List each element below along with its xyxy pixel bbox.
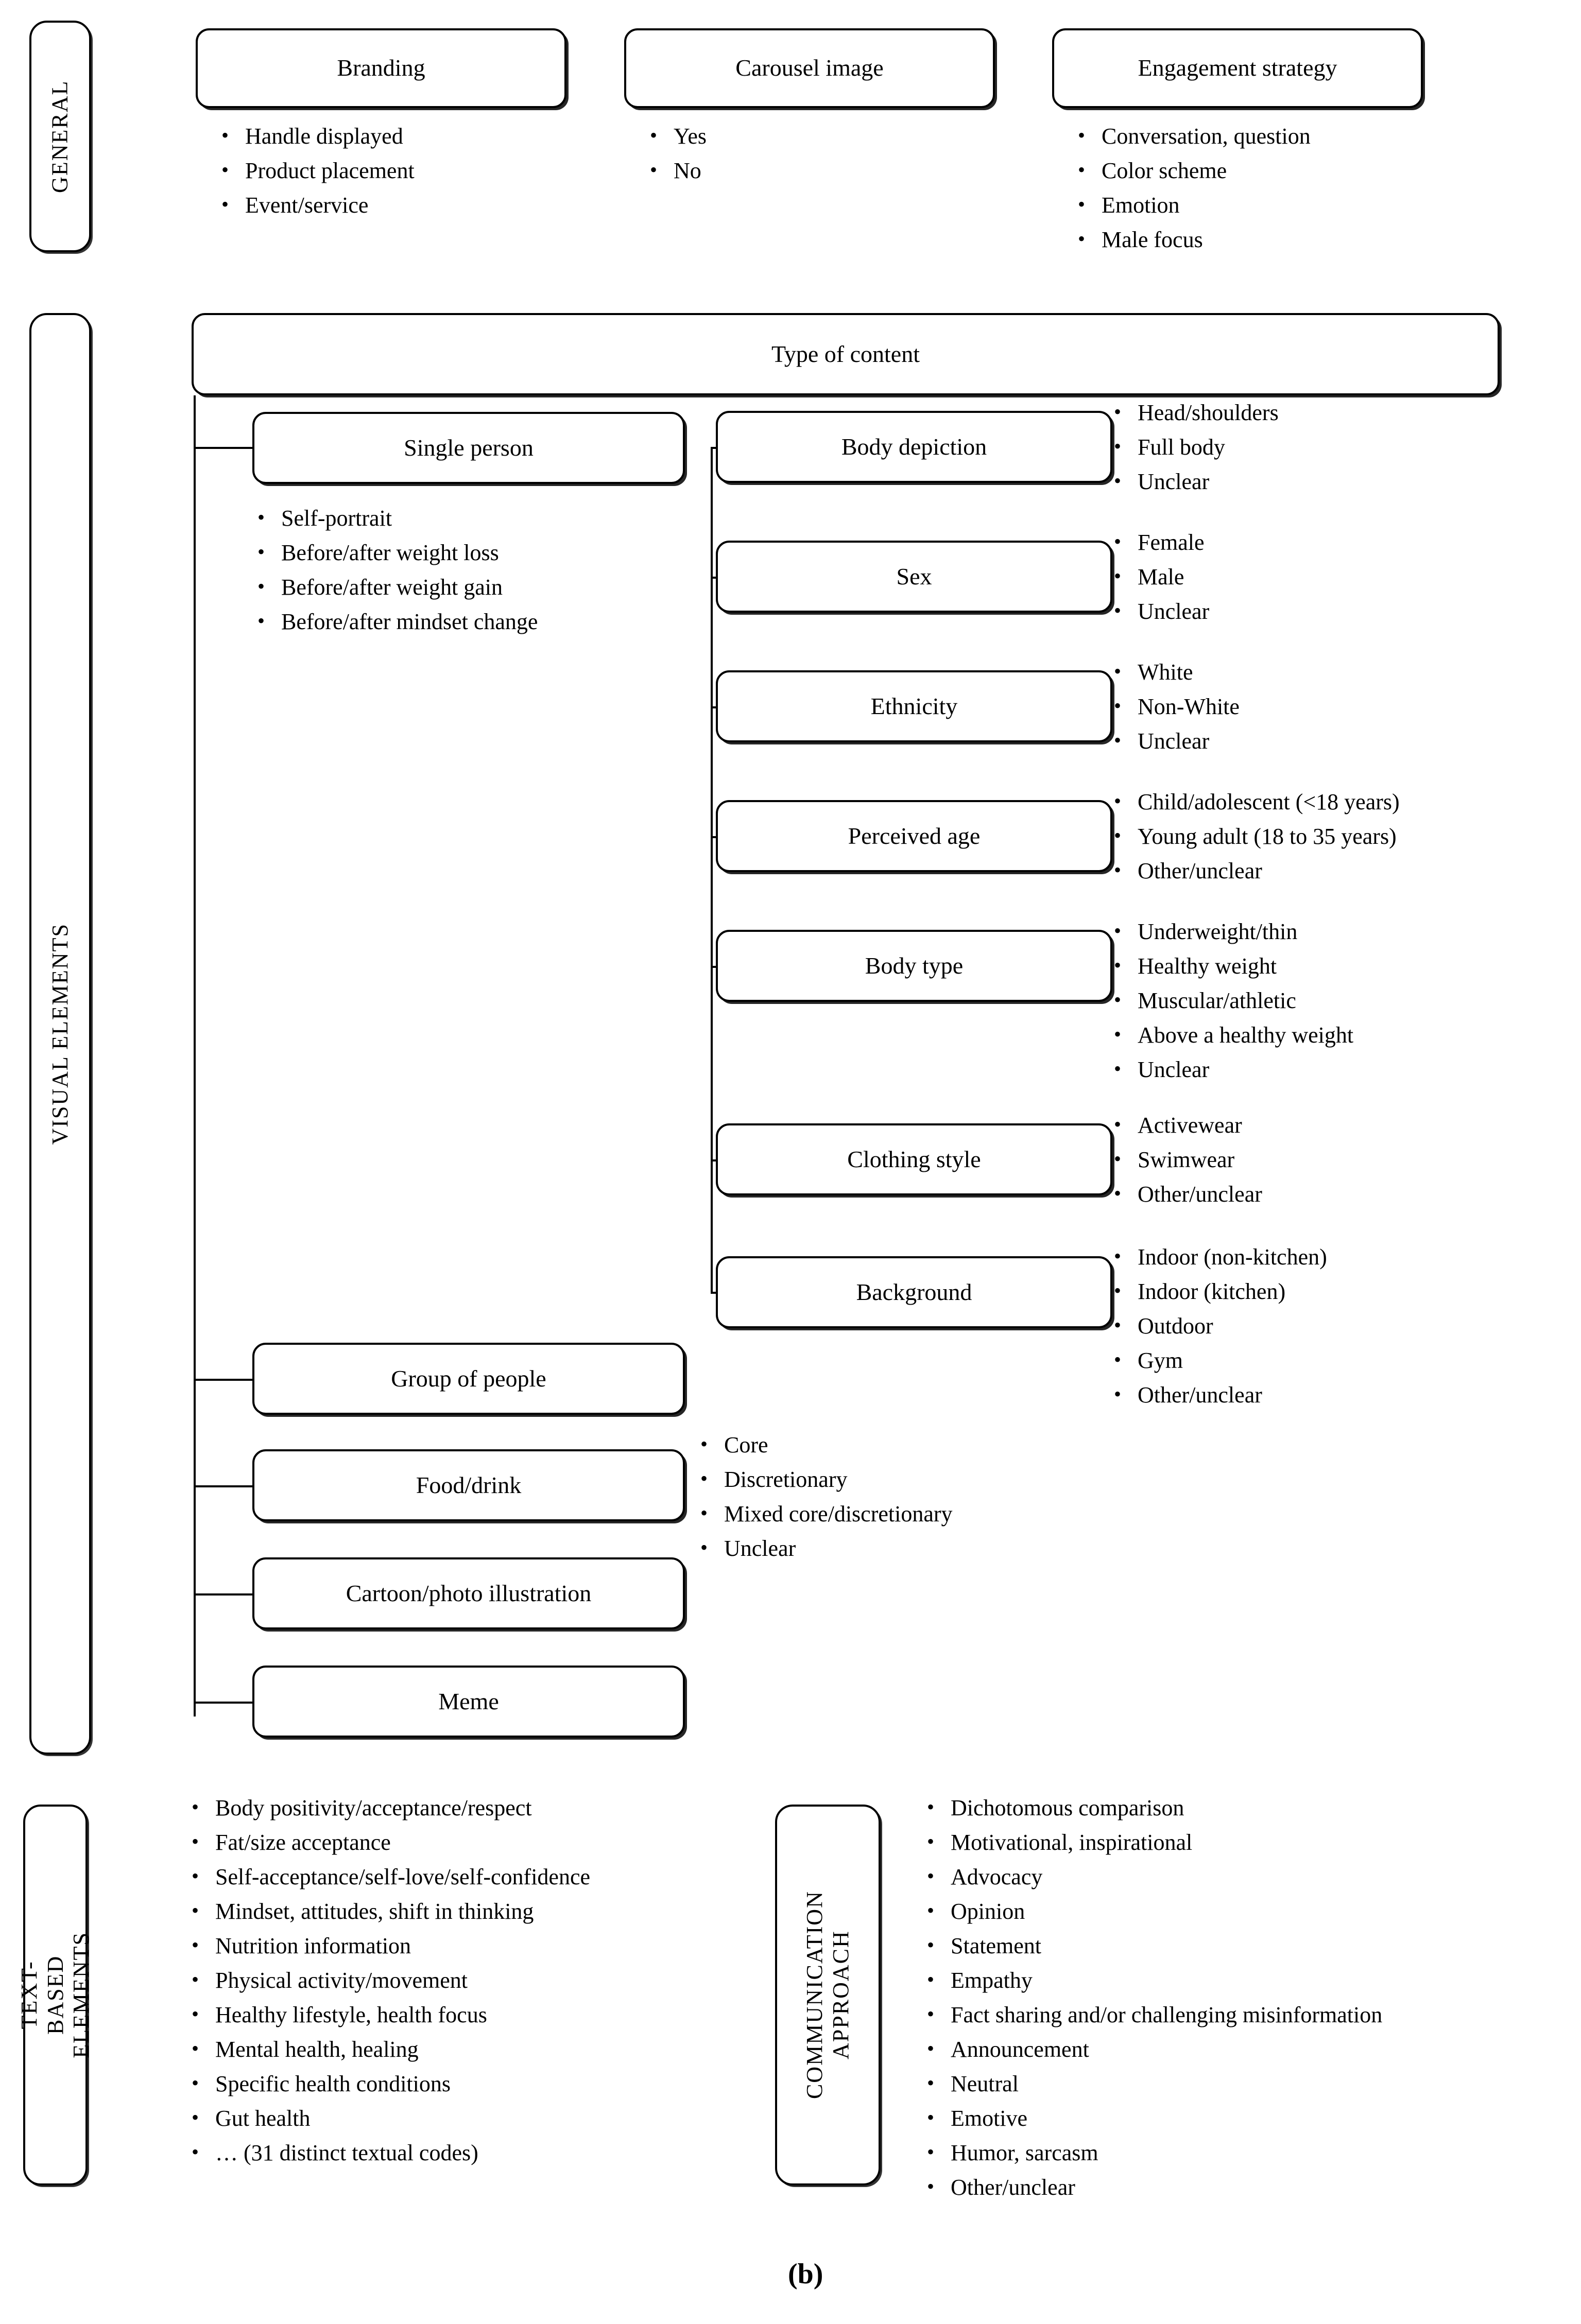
box-cartoon-photo-illustration-label: Cartoon/photo illustration	[346, 1580, 592, 1606]
box-group-of-people[interactable]	[252, 1343, 685, 1415]
list-item	[257, 611, 538, 633]
bullet-icon: •	[257, 575, 265, 598]
box-background[interactable]	[716, 1256, 1112, 1328]
bullet-icon: •	[1114, 435, 1122, 458]
list-item	[927, 1935, 1382, 1957]
list-item-label: Female	[1138, 530, 1205, 555]
list-item-label: Head/shoulders	[1138, 400, 1279, 425]
list-item	[650, 125, 707, 148]
bullet-icon: •	[927, 2071, 935, 2094]
options-text-based-elements	[192, 1797, 590, 2176]
spine-general-label: GENERAL	[47, 80, 73, 193]
box-body-depiction[interactable]	[716, 411, 1112, 483]
options-food-drink	[700, 1434, 953, 1572]
list-item-label: Motivational, inspirational	[951, 1830, 1193, 1855]
bullet-icon: •	[1078, 124, 1086, 147]
box-type-of-content-label: Type of content	[771, 340, 920, 367]
box-single-person[interactable]	[252, 412, 685, 484]
bullet-icon: •	[192, 1899, 199, 1922]
bullet-icon: •	[1114, 1147, 1122, 1170]
box-carousel-image-label: Carousel image	[735, 55, 884, 81]
spine-text-based-elements-label: TEXT-BASED ELEMENTS	[16, 1932, 94, 2058]
list-item	[1114, 1183, 1262, 1206]
list-item	[1114, 1315, 1327, 1338]
bullet-icon: •	[927, 2106, 935, 2129]
list-item	[221, 160, 415, 182]
list-item-label: Emotion	[1102, 193, 1180, 218]
spine-visual-elements-label: VISUAL ELEMENTS	[47, 923, 73, 1145]
list-item-label: Mixed core/discretionary	[724, 1501, 953, 1527]
bullet-icon: •	[257, 609, 265, 632]
bullet-icon: •	[1114, 400, 1122, 423]
bullet-icon: •	[1114, 1313, 1122, 1337]
bullet-icon: •	[1114, 953, 1122, 977]
bullet-icon: •	[927, 1933, 935, 1956]
list-item-label: Emotive	[951, 2106, 1028, 2131]
list-item	[1114, 791, 1400, 813]
bullet-icon: •	[927, 2140, 935, 2163]
list-item	[1114, 955, 1353, 978]
list-item-label: Product placement	[245, 158, 415, 183]
bullet-icon: •	[1114, 530, 1122, 553]
list-item-label: Announcement	[951, 2037, 1089, 2062]
box-body-type[interactable]	[716, 930, 1112, 1002]
list-item-label: Mental health, healing	[215, 2037, 419, 2062]
bullet-icon: •	[650, 124, 658, 147]
options-clothing-style	[1114, 1114, 1262, 1218]
bullet-icon: •	[192, 1830, 199, 1853]
list-item	[1114, 661, 1240, 684]
list-item-label: Dichotomous comparison	[951, 1795, 1184, 1820]
options-perceived-age	[1114, 791, 1400, 894]
list-item-label: Opinion	[951, 1899, 1025, 1924]
box-food-drink-label: Food/drink	[416, 1471, 522, 1498]
list-item-label: Above a healthy weight	[1138, 1022, 1354, 1048]
box-ethnicity-label: Ethnicity	[870, 692, 958, 719]
bullet-icon: •	[1114, 1244, 1122, 1268]
list-item-label: Body positivity/acceptance/respect	[215, 1795, 532, 1820]
bullet-icon: •	[927, 1795, 935, 1818]
bullet-icon: •	[192, 2037, 199, 2060]
box-body-type-label: Body type	[865, 952, 964, 979]
list-item-label: Mindset, attitudes, shift in thinking	[215, 1899, 534, 1924]
bullet-icon: •	[700, 1501, 708, 1524]
list-item-label: Yes	[674, 124, 707, 149]
bullet-icon: •	[1114, 988, 1122, 1011]
bullet-icon: •	[1078, 193, 1086, 216]
list-item	[221, 125, 415, 148]
bullet-icon: •	[927, 1864, 935, 1887]
bullet-icon: •	[192, 1933, 199, 1956]
bullet-icon: •	[257, 540, 265, 563]
connector-group-of-people	[194, 1379, 254, 1381]
spine-communication-approach-label: COMMUNICATION APPROACH	[801, 1891, 853, 2100]
list-item-label: Conversation, question	[1102, 124, 1311, 149]
list-item-label: Nutrition information	[215, 1933, 411, 1958]
bullet-icon: •	[1114, 564, 1122, 587]
list-item	[927, 2107, 1382, 2130]
list-item-label: Gut health	[215, 2106, 311, 2131]
bullet-icon: •	[192, 1795, 199, 1818]
spine-general	[29, 21, 91, 252]
list-item	[192, 1935, 590, 1957]
list-item-label: Empathy	[951, 1968, 1033, 1993]
list-item	[650, 160, 707, 182]
list-item	[192, 1969, 590, 1992]
list-item-label: Gym	[1138, 1348, 1183, 1373]
bullet-icon: •	[221, 124, 229, 147]
list-item	[1114, 1059, 1353, 1081]
box-sex-label: Sex	[896, 563, 932, 589]
list-item-label: Unclear	[1138, 469, 1210, 494]
list-item	[927, 1900, 1382, 1923]
bullet-icon: •	[927, 2175, 935, 2198]
list-item	[1114, 531, 1209, 554]
box-type-of-content[interactable]	[192, 313, 1500, 395]
list-item	[1114, 1384, 1327, 1407]
options-sex	[1114, 531, 1209, 635]
list-item	[1114, 1114, 1262, 1137]
connector-meme	[194, 1702, 254, 1704]
list-item	[257, 507, 538, 530]
bullet-icon: •	[1114, 1348, 1122, 1371]
bullet-icon: •	[1114, 1022, 1122, 1046]
box-single-person-label: Single person	[404, 434, 534, 461]
box-background-label: Background	[856, 1278, 972, 1305]
box-engagement-strategy-label: Engagement strategy	[1138, 55, 1337, 81]
list-item	[192, 2073, 590, 2095]
list-item	[1114, 1349, 1327, 1372]
list-item	[257, 576, 538, 599]
box-engagement-strategy[interactable]	[1052, 28, 1423, 108]
options-carousel-image	[650, 125, 707, 194]
list-item	[927, 1797, 1382, 1819]
list-item-label: Before/after weight loss	[281, 540, 499, 565]
list-item-label: Neutral	[951, 2071, 1019, 2096]
box-food-drink[interactable]	[252, 1449, 685, 1521]
bullet-icon: •	[1078, 227, 1086, 250]
bullet-icon: •	[1114, 1382, 1122, 1406]
list-item	[927, 2004, 1382, 2026]
box-perceived-age[interactable]	[716, 800, 1112, 872]
list-item-label: Unclear	[1138, 599, 1210, 624]
bullet-icon: •	[192, 2140, 199, 2163]
list-item	[1114, 566, 1209, 588]
list-item-label: Indoor (kitchen)	[1138, 1279, 1286, 1304]
list-item	[1078, 125, 1311, 148]
list-item	[927, 1831, 1382, 1854]
list-item-label: Handle displayed	[245, 124, 403, 149]
list-item	[1114, 1149, 1262, 1171]
options-body-depiction	[1114, 402, 1279, 505]
subtrunk-line-single-person	[711, 447, 713, 1294]
box-meme[interactable]	[252, 1666, 685, 1738]
list-item-label: Unclear	[724, 1536, 796, 1561]
list-item-label: Physical activity/movement	[215, 1968, 468, 1993]
list-item	[221, 194, 415, 217]
list-item	[192, 1900, 590, 1923]
bullet-icon: •	[1114, 694, 1122, 717]
list-item	[1114, 990, 1353, 1012]
list-item	[1114, 402, 1279, 424]
list-item	[192, 2142, 590, 2164]
bullet-icon: •	[1114, 1113, 1122, 1136]
list-item-label: Non-White	[1138, 694, 1240, 719]
options-branding	[221, 125, 415, 229]
list-item-label: Other/unclear	[1138, 858, 1262, 883]
bullet-icon: •	[1114, 469, 1122, 492]
bullet-icon: •	[650, 158, 658, 181]
list-item	[927, 1969, 1382, 1992]
list-item	[700, 1434, 953, 1456]
list-item-label: Muscular/athletic	[1138, 988, 1296, 1013]
list-item-label: Before/after weight gain	[281, 575, 503, 600]
list-item-label: Other/unclear	[1138, 1182, 1262, 1207]
box-sex[interactable]	[716, 541, 1112, 613]
list-item	[192, 1797, 590, 1819]
list-item	[1078, 194, 1311, 217]
list-item	[700, 1503, 953, 1525]
bullet-icon: •	[221, 193, 229, 216]
list-item	[927, 2038, 1382, 2061]
bullet-icon: •	[700, 1432, 708, 1455]
list-item-label: Male	[1138, 564, 1184, 589]
list-item-label: No	[674, 158, 701, 183]
list-item	[1114, 600, 1209, 623]
figure-caption: (b)	[788, 2258, 823, 2290]
options-engagement-strategy	[1078, 125, 1311, 263]
list-item	[700, 1468, 953, 1491]
list-item-label: Fact sharing and/or challenging misinformation	[951, 2002, 1383, 2027]
box-carousel-image[interactable]	[624, 28, 995, 108]
list-item	[927, 1866, 1382, 1888]
options-body-type	[1114, 921, 1353, 1093]
list-item	[257, 542, 538, 564]
list-item-label: Advocacy	[951, 1864, 1043, 1889]
bullet-icon: •	[927, 1899, 935, 1922]
list-item	[927, 2142, 1382, 2164]
list-item	[1078, 229, 1311, 251]
box-branding-label: Branding	[337, 55, 425, 81]
bullet-icon: •	[927, 2002, 935, 2025]
spine-text-based-elements	[16, 1805, 94, 2186]
box-body-depiction-label: Body depiction	[841, 433, 987, 460]
list-item	[1114, 1246, 1327, 1269]
list-item	[700, 1537, 953, 1560]
box-meme-label: Meme	[438, 1688, 499, 1714]
list-item	[1114, 1024, 1353, 1047]
bullet-icon: •	[192, 2106, 199, 2129]
list-item-label: Healthy lifestyle, health focus	[215, 2002, 487, 2027]
list-item	[192, 2038, 590, 2061]
list-item	[192, 1831, 590, 1854]
bullet-icon: •	[257, 506, 265, 529]
list-item-label: … (31 distinct textual codes)	[215, 2140, 478, 2165]
bullet-icon: •	[1114, 1182, 1122, 1205]
spine-visual-elements	[29, 313, 91, 1755]
list-item-label: Other/unclear	[1138, 1382, 1262, 1408]
bullet-icon: •	[192, 2071, 199, 2094]
bullet-icon: •	[1114, 824, 1122, 847]
list-item	[927, 2176, 1382, 2199]
list-item-label: Unclear	[1138, 1057, 1210, 1082]
trunk-line-visual	[194, 395, 196, 1716]
box-cartoon-photo-illustration[interactable]	[252, 1557, 685, 1629]
list-item	[192, 2107, 590, 2130]
bullet-icon: •	[1114, 1279, 1122, 1302]
list-item-label: Core	[724, 1432, 768, 1458]
list-item-label: Activewear	[1138, 1113, 1242, 1138]
list-item-label: Statement	[951, 1933, 1041, 1958]
bullet-icon: •	[1114, 789, 1122, 812]
list-item-label: Outdoor	[1138, 1313, 1213, 1339]
bullet-icon: •	[192, 1968, 199, 1991]
options-background	[1114, 1246, 1327, 1418]
bullet-icon: •	[192, 1864, 199, 1887]
list-item	[1114, 860, 1400, 882]
bullet-icon: •	[192, 2002, 199, 2025]
connector-cartoon-photo-illustration	[194, 1593, 254, 1595]
list-item-label: Self-acceptance/self-love/self-confidence	[215, 1864, 591, 1889]
list-item	[192, 1866, 590, 1888]
options-communication-approach	[927, 1797, 1382, 2211]
list-item	[927, 2073, 1382, 2095]
list-item-label: Underweight/thin	[1138, 919, 1298, 944]
box-ethnicity[interactable]	[716, 670, 1112, 742]
box-clothing-style-label: Clothing style	[847, 1146, 981, 1172]
box-clothing-style[interactable]	[716, 1123, 1112, 1195]
connector-single-person	[194, 447, 254, 449]
list-item	[1114, 696, 1240, 718]
list-item-label: Healthy weight	[1138, 953, 1277, 979]
list-item-label: Full body	[1138, 435, 1225, 460]
list-item-label: Specific health conditions	[215, 2071, 451, 2096]
connector-food-drink	[194, 1485, 254, 1487]
list-item-label: Young adult (18 to 35 years)	[1138, 824, 1397, 849]
bullet-icon: •	[1114, 599, 1122, 622]
bullet-icon: •	[1114, 1057, 1122, 1080]
list-item	[192, 2004, 590, 2026]
list-item-label: Before/after mindset change	[281, 609, 538, 634]
box-branding[interactable]	[196, 28, 566, 108]
list-item	[1114, 1280, 1327, 1303]
bullet-icon: •	[927, 2037, 935, 2060]
box-perceived-age-label: Perceived age	[848, 822, 981, 849]
list-item	[1114, 730, 1240, 753]
options-single-person	[257, 507, 538, 645]
list-item	[1114, 436, 1279, 459]
list-item	[1114, 825, 1400, 848]
bullet-icon: •	[700, 1467, 708, 1490]
list-item-label: Event/service	[245, 193, 369, 218]
list-item-label: Indoor (non-kitchen)	[1138, 1244, 1327, 1270]
list-item-label: Self-portrait	[281, 506, 392, 531]
list-item	[1114, 921, 1353, 943]
list-item	[1078, 160, 1311, 182]
box-group-of-people-label: Group of people	[391, 1365, 546, 1392]
bullet-icon: •	[1114, 919, 1122, 942]
spine-communication-approach	[775, 1805, 881, 2186]
bullet-icon: •	[700, 1536, 708, 1559]
list-item-label: Discretionary	[724, 1467, 848, 1492]
list-item-label: Swimwear	[1138, 1147, 1235, 1172]
list-item-label: Male focus	[1102, 227, 1203, 252]
list-item-label: White	[1138, 660, 1193, 685]
list-item-label: Other/unclear	[951, 2175, 1075, 2200]
bullet-icon: •	[221, 158, 229, 181]
list-item-label: Fat/size acceptance	[215, 1830, 391, 1855]
list-item-label: Child/adolescent (<18 years)	[1138, 789, 1400, 814]
bullet-icon: •	[1114, 660, 1122, 683]
list-item-label: Color scheme	[1102, 158, 1227, 183]
bullet-icon: •	[1078, 158, 1086, 181]
bullet-icon: •	[1114, 858, 1122, 881]
bullet-icon: •	[927, 1830, 935, 1853]
list-item-label: Humor, sarcasm	[951, 2140, 1098, 2165]
options-ethnicity	[1114, 661, 1240, 765]
bullet-icon: •	[927, 1968, 935, 1991]
list-item-label: Unclear	[1138, 729, 1210, 754]
bullet-icon: •	[1114, 729, 1122, 752]
list-item	[1114, 471, 1279, 493]
